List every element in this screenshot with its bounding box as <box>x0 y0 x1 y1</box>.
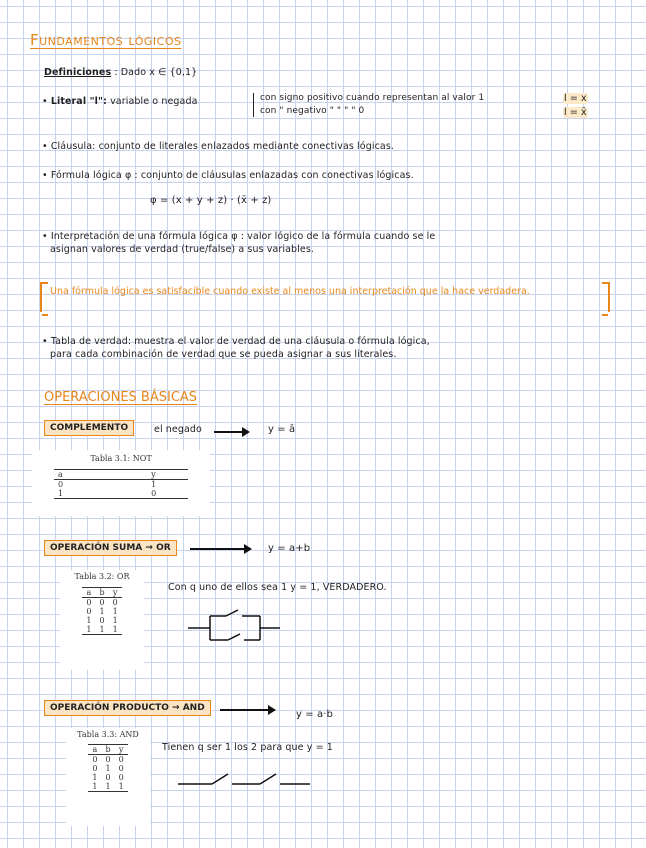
table-cell: 0 <box>92 755 98 764</box>
table-cell: 0 <box>112 598 118 607</box>
or-parallel-circuit-diagram <box>180 604 290 652</box>
table-cell: 0 <box>58 480 64 489</box>
table-cell: 1 <box>82 625 95 635</box>
table-cell: 0 <box>118 755 124 764</box>
truth-table-line-1: • Tabla de verdad: muestra el valor de verdad de una cláusula o fórmula lógica, <box>42 336 430 347</box>
literal-brace <box>253 93 254 117</box>
or-header-a: a <box>82 588 95 598</box>
literal-text: variable o negada <box>110 96 198 107</box>
table-cell: 1 <box>54 489 71 499</box>
table-cell: 0 <box>118 773 124 782</box>
complement-formula: y = ā <box>268 424 296 435</box>
formula-definition: • Fórmula lógica φ : conjunto de cláusulas enlazadas con conectivas lógicas. <box>42 170 414 181</box>
table-cell: 1 <box>86 616 92 625</box>
table-cell: 0 <box>118 764 124 773</box>
table-cell: 1 <box>99 607 105 616</box>
table-cell: 1 <box>112 607 118 616</box>
truth-table-line-2: para cada combinación de verdad que se pueda asignar a sus literales. <box>50 349 397 360</box>
table-cell: 1 <box>88 782 101 792</box>
or-header-b: b <box>95 588 108 598</box>
clause-definition: • Cláusula: conjunto de literales enlazados mediante conectivas lógicas. <box>42 141 394 152</box>
and-table-caption: Tabla 3.3: AND <box>77 730 139 739</box>
not-table <box>54 469 188 499</box>
table-cell: 0 <box>99 616 105 625</box>
literal-negative: con " negativo " " " " 0 <box>260 106 365 116</box>
interpretation-line-2: asignan valores de verdad (true/false) a sus variables. <box>50 244 315 255</box>
definitions-intro: : Dado x ∈ {0,1} <box>114 67 198 78</box>
and-tag: OPERACIÓN PRODUCTO → AND <box>44 700 211 716</box>
table-cell: 1 <box>151 480 157 489</box>
or-note: Con q uno de ellos sea 1 y = 1, VERDADERO. <box>168 582 387 593</box>
table-cell: 0 <box>86 598 92 607</box>
formula-example: φ = (x + y + z) · (x̄ + z) <box>150 195 272 206</box>
not-table-block <box>32 450 210 516</box>
satisfiable-note: Una fórmula lógica es satisfacible cuando existe al menos una interpretación que la hace verdadera. <box>50 286 530 297</box>
or-table-block <box>60 570 144 670</box>
table-cell: 0 <box>99 598 105 607</box>
table-cell: 1 <box>105 764 111 773</box>
definitions-line <box>44 67 197 78</box>
complement-tag: COMPLEMENTO <box>44 420 134 436</box>
complement-desc: el negado <box>154 424 202 435</box>
literal-positive: con signo positivo cuando representan al valor 1 <box>260 93 485 103</box>
interpretation-line-1: • Interpretación de una fórmula lógica φ : valor lógico de la fórmula cuando se le <box>42 231 436 242</box>
page-title: Fundamentos lógicos <box>30 31 182 49</box>
not-header-a: a <box>54 470 71 480</box>
table-cell: 0 <box>71 489 188 499</box>
and-arrow <box>220 709 274 711</box>
literal-label-line: • Literal "l": variable o negada <box>42 96 198 107</box>
table-cell: 0 <box>105 755 111 764</box>
or-table-caption: Tabla 3.2: OR <box>74 572 130 581</box>
not-header-y: y <box>71 470 188 480</box>
table-cell: 1 <box>112 616 118 625</box>
and-table-block <box>66 728 150 826</box>
literal-label: Literal "l": <box>50 96 107 107</box>
or-arrow <box>190 548 250 550</box>
or-formula: y = a+b <box>268 543 311 554</box>
table-cell: 1 <box>95 625 108 635</box>
basic-operations-heading: OPERACIONES BÁSICAS <box>44 390 198 405</box>
and-formula: y = a·b <box>296 709 334 720</box>
literal-positive-eq: l = x <box>564 93 587 104</box>
and-table <box>88 744 127 792</box>
table-cell: 1 <box>109 625 122 635</box>
table-cell: 1 <box>92 773 98 782</box>
or-tag: OPERACIÓN SUMA → OR <box>44 540 177 556</box>
and-note: Tienen q ser 1 los 2 para que y = 1 <box>162 742 333 753</box>
table-cell: 0 <box>86 607 92 616</box>
satisfiable-note-box <box>40 282 610 312</box>
table-cell: 0 <box>105 773 111 782</box>
and-series-circuit-diagram <box>176 768 316 792</box>
not-table-caption: Tabla 3.1: NOT <box>90 454 152 463</box>
complement-arrow <box>214 431 248 433</box>
or-table <box>82 587 121 635</box>
literal-negative-eq: l = x̄ <box>564 107 587 118</box>
table-cell: 1 <box>101 782 114 792</box>
and-header-y: y <box>115 745 128 755</box>
and-header-b: b <box>101 745 114 755</box>
or-header-y: y <box>109 588 122 598</box>
definitions-heading: Definiciones <box>44 67 112 78</box>
table-cell: 0 <box>92 764 98 773</box>
table-cell: 1 <box>115 782 128 792</box>
and-header-a: a <box>88 745 101 755</box>
